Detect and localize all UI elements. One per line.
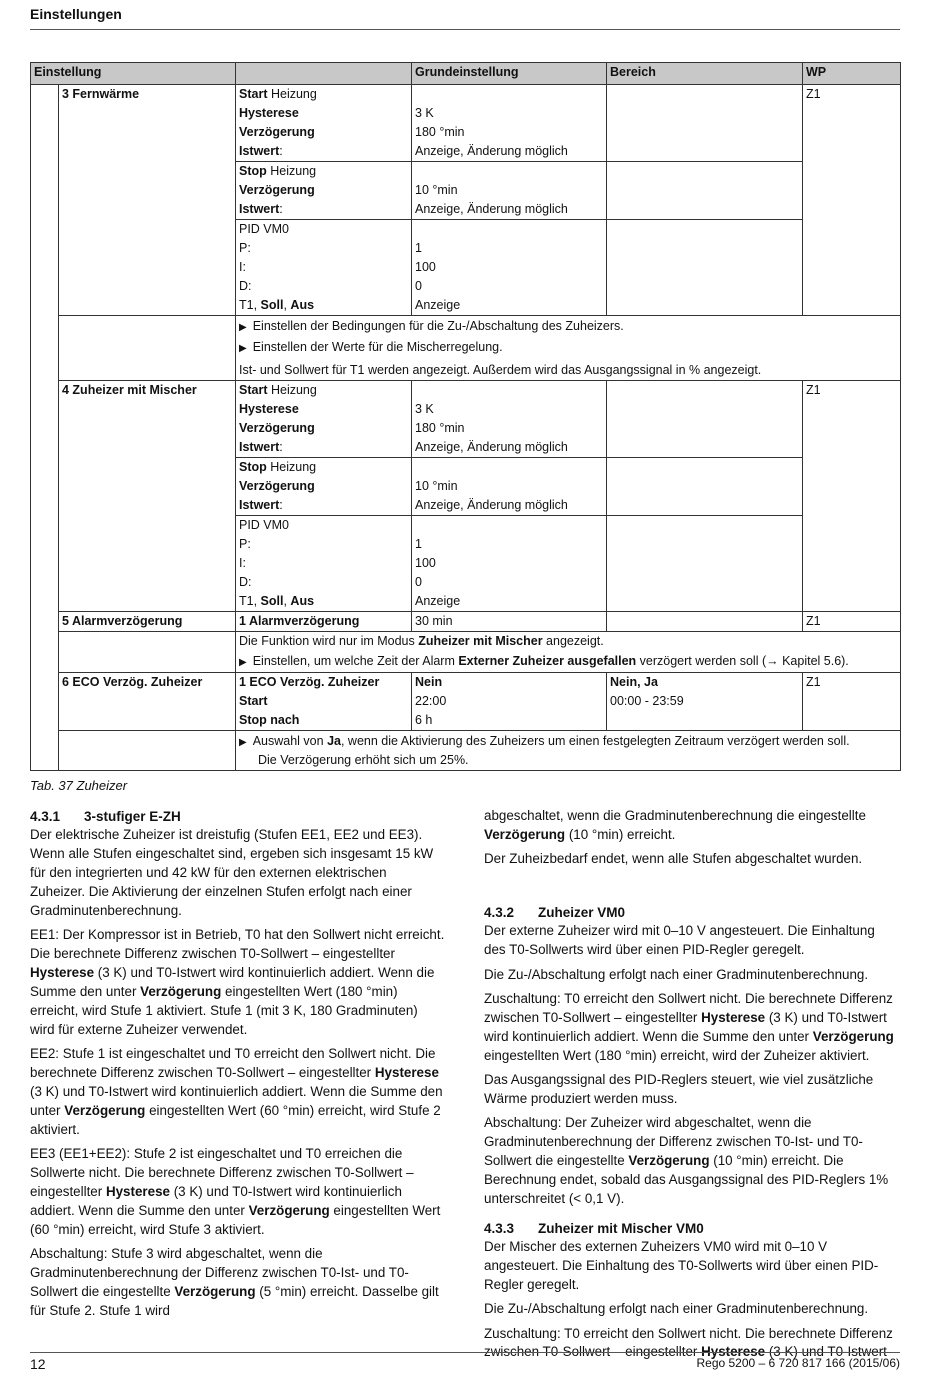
param-label: :	[279, 498, 283, 512]
setting-param: 1 Alarmverzögerung	[236, 612, 412, 632]
table-caption: Tab. 37 Zuheizer	[30, 778, 128, 793]
setting-params	[236, 673, 412, 731]
default-value: 22:00	[415, 694, 447, 708]
param-label: P:	[239, 241, 251, 255]
default-value: 30 min	[412, 612, 607, 632]
param-label: ,	[283, 298, 291, 312]
settings-table	[30, 62, 901, 771]
default-value: 10 °min	[415, 479, 458, 493]
param-label: Aus	[290, 298, 315, 312]
section-heading	[484, 903, 899, 922]
note-text: , wenn die Aktivierung des Zuheizers um einen festgelegten Zeitraum verzögert werden soll.	[340, 734, 850, 748]
paragraph: EE1: Der Kompressor ist in Betrieb, T0 hat den Sollwert nicht erreicht. Die berechnete Differenz zwischen T0-Sollwert – eingestellter Hysterese (3 K) und T0-Istwert wird kontinuierlich addiert. Wenn die Summe den unter Verzögerung eingestellten Wert (180 °min) erreicht, wird Stufe 1 aktiviert. Stufe 1 (mit 3 K, 180 Gradminuten) wird für externe Zuheizer verwendet.	[30, 927, 445, 1037]
param-label: I:	[239, 260, 246, 274]
note-cell	[236, 632, 901, 673]
default-value: 0	[415, 279, 422, 293]
default-value: 1	[415, 537, 422, 551]
column-header	[236, 63, 412, 85]
paragraph: Die Zu-/Abschaltung erfolgt nach einer Gradminutenberechnung.	[484, 966, 869, 982]
column-header: Bereich	[607, 63, 803, 85]
triangle-bullet-icon: ▶	[239, 657, 247, 668]
note-cell	[236, 316, 901, 381]
default-value: 0	[415, 575, 422, 589]
setting-name: 4 Zuheizer mit Mischer	[59, 381, 236, 612]
column-header: WP	[803, 63, 901, 85]
param-label: T1,	[239, 298, 261, 312]
range-cell	[607, 162, 803, 220]
left-column	[30, 807, 445, 1326]
table-row	[31, 316, 901, 381]
range-value: Nein, Ja	[610, 675, 658, 689]
wp-cell: Z1	[803, 612, 901, 632]
note-text: Einstellen, um welche Zeit der Alarm	[252, 654, 459, 668]
table-row	[31, 632, 901, 673]
empty-cell	[59, 316, 236, 381]
wp-cell: Z1	[803, 381, 901, 612]
param-label: I:	[239, 556, 246, 570]
section-title: Zuheizer mit Mischer VM0	[538, 1220, 704, 1236]
default-values	[412, 458, 607, 516]
default-value: Anzeige, Änderung möglich	[415, 144, 568, 158]
note-text: Die Verzögerung erhöht sich um 25%.	[258, 753, 469, 767]
section-number: 4.3.1	[30, 809, 61, 824]
default-value: Anzeige	[415, 594, 461, 608]
param-label: :	[279, 440, 283, 454]
paragraph: Die Zu-/Abschaltung erfolgt nach einer Gradminutenberechnung.	[484, 1301, 869, 1317]
paragraph: abgeschaltet, wenn die Gradminutenberechnung die eingestellte Verzögerung (10 °min) erreicht.	[484, 808, 866, 842]
param-label: 1 ECO Verzög. Zuheizer	[239, 675, 380, 689]
note-text: Zuheizer mit Mischer	[418, 634, 543, 648]
page-header-title: Einstellungen	[30, 6, 122, 22]
param-label: Heizung	[270, 164, 317, 178]
default-value: Anzeige	[415, 298, 461, 312]
setting-params	[236, 381, 412, 458]
param-label: Verzögerung	[239, 479, 315, 493]
range-cell	[607, 612, 803, 632]
param-label: PID VM0	[239, 518, 290, 532]
param-label: Heizung	[270, 383, 317, 397]
default-values	[412, 220, 607, 316]
paragraph: Zuschaltung: T0 erreicht den Sollwert nicht. Die berechnete Differenz zwischen T0-Sollwert – eingestellter Hysterese (3 K) und T0-Istwert wird kontinuierlich addiert. Wenn die Summe den unter Verzögerung eingestellten Wert (180 °min) erreicht, wird der Zuheizer aktiviert.	[484, 990, 894, 1063]
default-value: Anzeige, Änderung möglich	[415, 440, 568, 454]
table-row	[31, 612, 901, 632]
section-heading	[30, 807, 445, 826]
param-label: T1,	[239, 594, 261, 608]
setting-params	[236, 516, 412, 612]
table-row	[31, 85, 901, 162]
param-label: Soll	[260, 594, 284, 608]
param-label: D:	[239, 279, 252, 293]
setting-name: 6 ECO Verzög. Zuheizer	[59, 673, 236, 731]
paragraph: Der elektrische Zuheizer ist dreistufig (Stufen EE1, EE2 und EE3). Wenn alle Stufen eingeschaltet sind, ergeben sich insgesamt 15 kW für den integrierten und 42 kW für den externen elektrischen Zuheizer. Die Aktivierung der einzelnen Stufen erfolgt nach einer Gradminutenberechnung.	[30, 827, 434, 918]
param-label: Istwert	[239, 144, 280, 158]
table-row	[31, 673, 901, 731]
default-value: 10 °min	[415, 183, 458, 197]
range-cell	[607, 85, 803, 162]
param-label: :	[279, 202, 283, 216]
default-values	[412, 673, 607, 731]
section-title: 3-stufiger E-ZH	[84, 809, 181, 824]
paragraph: Der externe Zuheizer wird mit 0–10 V angesteuert. Die Einhaltung des T0-Sollwerts wird über einen PID-Regler geregelt.	[484, 923, 875, 958]
default-value: 180 °min	[415, 125, 465, 139]
param-label: Stop nach	[239, 713, 300, 727]
note-text: angezeigt.	[542, 634, 604, 648]
indent-cell	[31, 85, 59, 771]
param-label: P:	[239, 537, 251, 551]
section-heading	[484, 1219, 899, 1238]
param-label: Heizung	[270, 87, 317, 101]
page-number: 12	[30, 1356, 46, 1372]
paragraph: EE3 (EE1+EE2): Stufe 2 ist eingeschaltet und T0 erreichen die Sollwerte nicht. Die berechnete Differenz zwischen T0-Sollwert – eingestellter Hysterese (3 K) und T0-Istwert wird kontinuierlich addiert. Wenn die Summe den unter Verzögerung eingestellten Wert (60 °min) erreicht, wird Stufe 3 aktiviert.	[30, 1146, 441, 1237]
range-cell	[607, 673, 803, 731]
setting-params	[236, 85, 412, 162]
setting-params	[236, 220, 412, 316]
paragraph: Zuschaltung: T0 erreicht den Sollwert nicht. Die berechnete Differenz zwischen T0-Sollwert – eingestellter Hysterese (3 K) und T0-Istwert	[484, 1325, 893, 1360]
right-column	[484, 807, 899, 1368]
note-text: Einstellen der Werte für die Mischerregelung.	[252, 340, 503, 354]
paragraph: Das Ausgangssignal des PID-Reglers steuert, wie viel zusätzliche Wärme produziert werden muss.	[484, 1072, 874, 1106]
note-text: Auswahl von	[252, 734, 328, 748]
param-label: ,	[283, 594, 291, 608]
section-number: 4.3.3	[484, 1220, 515, 1236]
default-values	[412, 516, 607, 612]
param-label: Istwert	[239, 498, 280, 512]
setting-name: 5 Alarmverzögerung	[59, 612, 236, 632]
param-label: PID VM0	[239, 222, 290, 236]
paragraph: Der Mischer des externen Zuheizers VM0 wird mit 0–10 V angesteuert. Die Einhaltung des T0-Sollwerts wird über einen PID-Regler geregelt.	[484, 1238, 879, 1292]
column-header: Einstellung	[31, 63, 236, 85]
note-text: Ist- und Sollwert für T1 werden angezeigt. Außerdem wird das Ausgangssignal in % angezeigt.	[239, 363, 762, 377]
param-label: D:	[239, 575, 252, 589]
param-label: Istwert	[239, 202, 280, 216]
range-value: 00:00 - 23:59	[610, 694, 684, 708]
triangle-bullet-icon: ▶	[239, 322, 247, 333]
wp-cell: Z1	[803, 673, 901, 731]
paragraph: Abschaltung: Der Zuheizer wird abgeschaltet, wenn die Gradminutenberechnung der Differenz zwischen T0-Ist- und T0-Sollwert die eingestellte Verzögerung (10 °min) erreicht. Die Berechnung endet, sobald das Ausgangssignal des PID-Reglers 1% unterschreitet (< 0,1 V).	[484, 1115, 889, 1206]
document-reference: Rego 5200 – 6 720 817 166 (2015/06)	[696, 1356, 900, 1370]
default-value: Nein	[415, 675, 443, 689]
default-values	[412, 162, 607, 220]
param-label: Start	[239, 694, 268, 708]
param-label: Verzögerung	[239, 421, 315, 435]
note-cell	[236, 731, 901, 771]
default-value: 3 K	[415, 106, 434, 120]
table-row	[31, 381, 901, 458]
param-label: Hysterese	[239, 106, 299, 120]
triangle-bullet-icon: ▶	[239, 737, 247, 748]
paragraph: Abschaltung: Stufe 3 wird abgeschaltet, wenn die Gradminutenberechnung der Differenz zwischen T0-Ist- und T0-Sollwert die eingestellte Verzögerung (5 °min) erreicht. Dasselbe gilt für Stufe 2. Stufe 1 wird	[30, 1246, 439, 1318]
table-header-row	[31, 63, 901, 85]
default-value: Anzeige, Änderung möglich	[415, 498, 568, 512]
param-label: Start	[239, 383, 268, 397]
section-title: Zuheizer VM0	[538, 905, 626, 921]
column-header: Grundeinstellung	[412, 63, 607, 85]
empty-cell	[59, 632, 236, 673]
note-text: verzögert werden soll (→ Kapitel 5.6).	[636, 654, 849, 668]
default-value: 100	[415, 556, 436, 570]
default-value: 6 h	[415, 713, 433, 727]
paragraph: Der Zuheizbedarf endet, wenn alle Stufen abgeschaltet wurden.	[484, 851, 863, 867]
param-label: Heizung	[270, 460, 317, 474]
range-cell	[607, 516, 803, 612]
default-value: 1	[415, 241, 422, 255]
param-label: Stop	[239, 164, 267, 178]
footer-divider	[30, 1352, 900, 1353]
param-label: Verzögerung	[239, 125, 315, 139]
empty-cell	[59, 731, 236, 771]
range-cell	[607, 381, 803, 458]
wp-cell: Z1	[803, 85, 901, 316]
default-value: 100	[415, 260, 436, 274]
section-number: 4.3.2	[484, 905, 515, 921]
default-value: Anzeige, Änderung möglich	[415, 202, 568, 216]
note-text: Ja	[327, 734, 341, 748]
range-cell	[607, 220, 803, 316]
note-text: Externer Zuheizer ausgefallen	[458, 654, 637, 668]
triangle-bullet-icon: ▶	[239, 343, 247, 354]
default-values	[412, 85, 607, 162]
default-value: 3 K	[415, 402, 434, 416]
param-label: Hysterese	[239, 402, 299, 416]
default-value: 180 °min	[415, 421, 465, 435]
setting-name: 3 Fernwärme	[59, 85, 236, 316]
param-label: Aus	[290, 594, 315, 608]
param-label: Start	[239, 87, 268, 101]
param-label: Istwert	[239, 440, 280, 454]
param-label: Soll	[260, 298, 284, 312]
default-values	[412, 381, 607, 458]
note-text: Die Funktion wird nur im Modus	[239, 634, 419, 648]
header-divider	[30, 29, 900, 30]
range-cell	[607, 458, 803, 516]
param-label: Verzögerung	[239, 183, 315, 197]
param-label: :	[279, 144, 283, 158]
table-row	[31, 731, 901, 771]
param-label: Stop	[239, 460, 267, 474]
setting-params	[236, 162, 412, 220]
note-text: Einstellen der Bedingungen für die Zu-/Abschaltung des Zuheizers.	[252, 319, 624, 333]
setting-params	[236, 458, 412, 516]
paragraph: EE2: Stufe 1 ist eingeschaltet und T0 erreicht den Sollwert nicht. Die berechnete Differenz zwischen T0-Sollwert – eingestellter Hysterese (3 K) und T0-Istwert wird kontinuierlich addiert. Wenn die Summe den unter Verzögerung eingestellten Wert (60 °min) erreicht, wird Stufe 2 aktiviert.	[30, 1045, 443, 1137]
